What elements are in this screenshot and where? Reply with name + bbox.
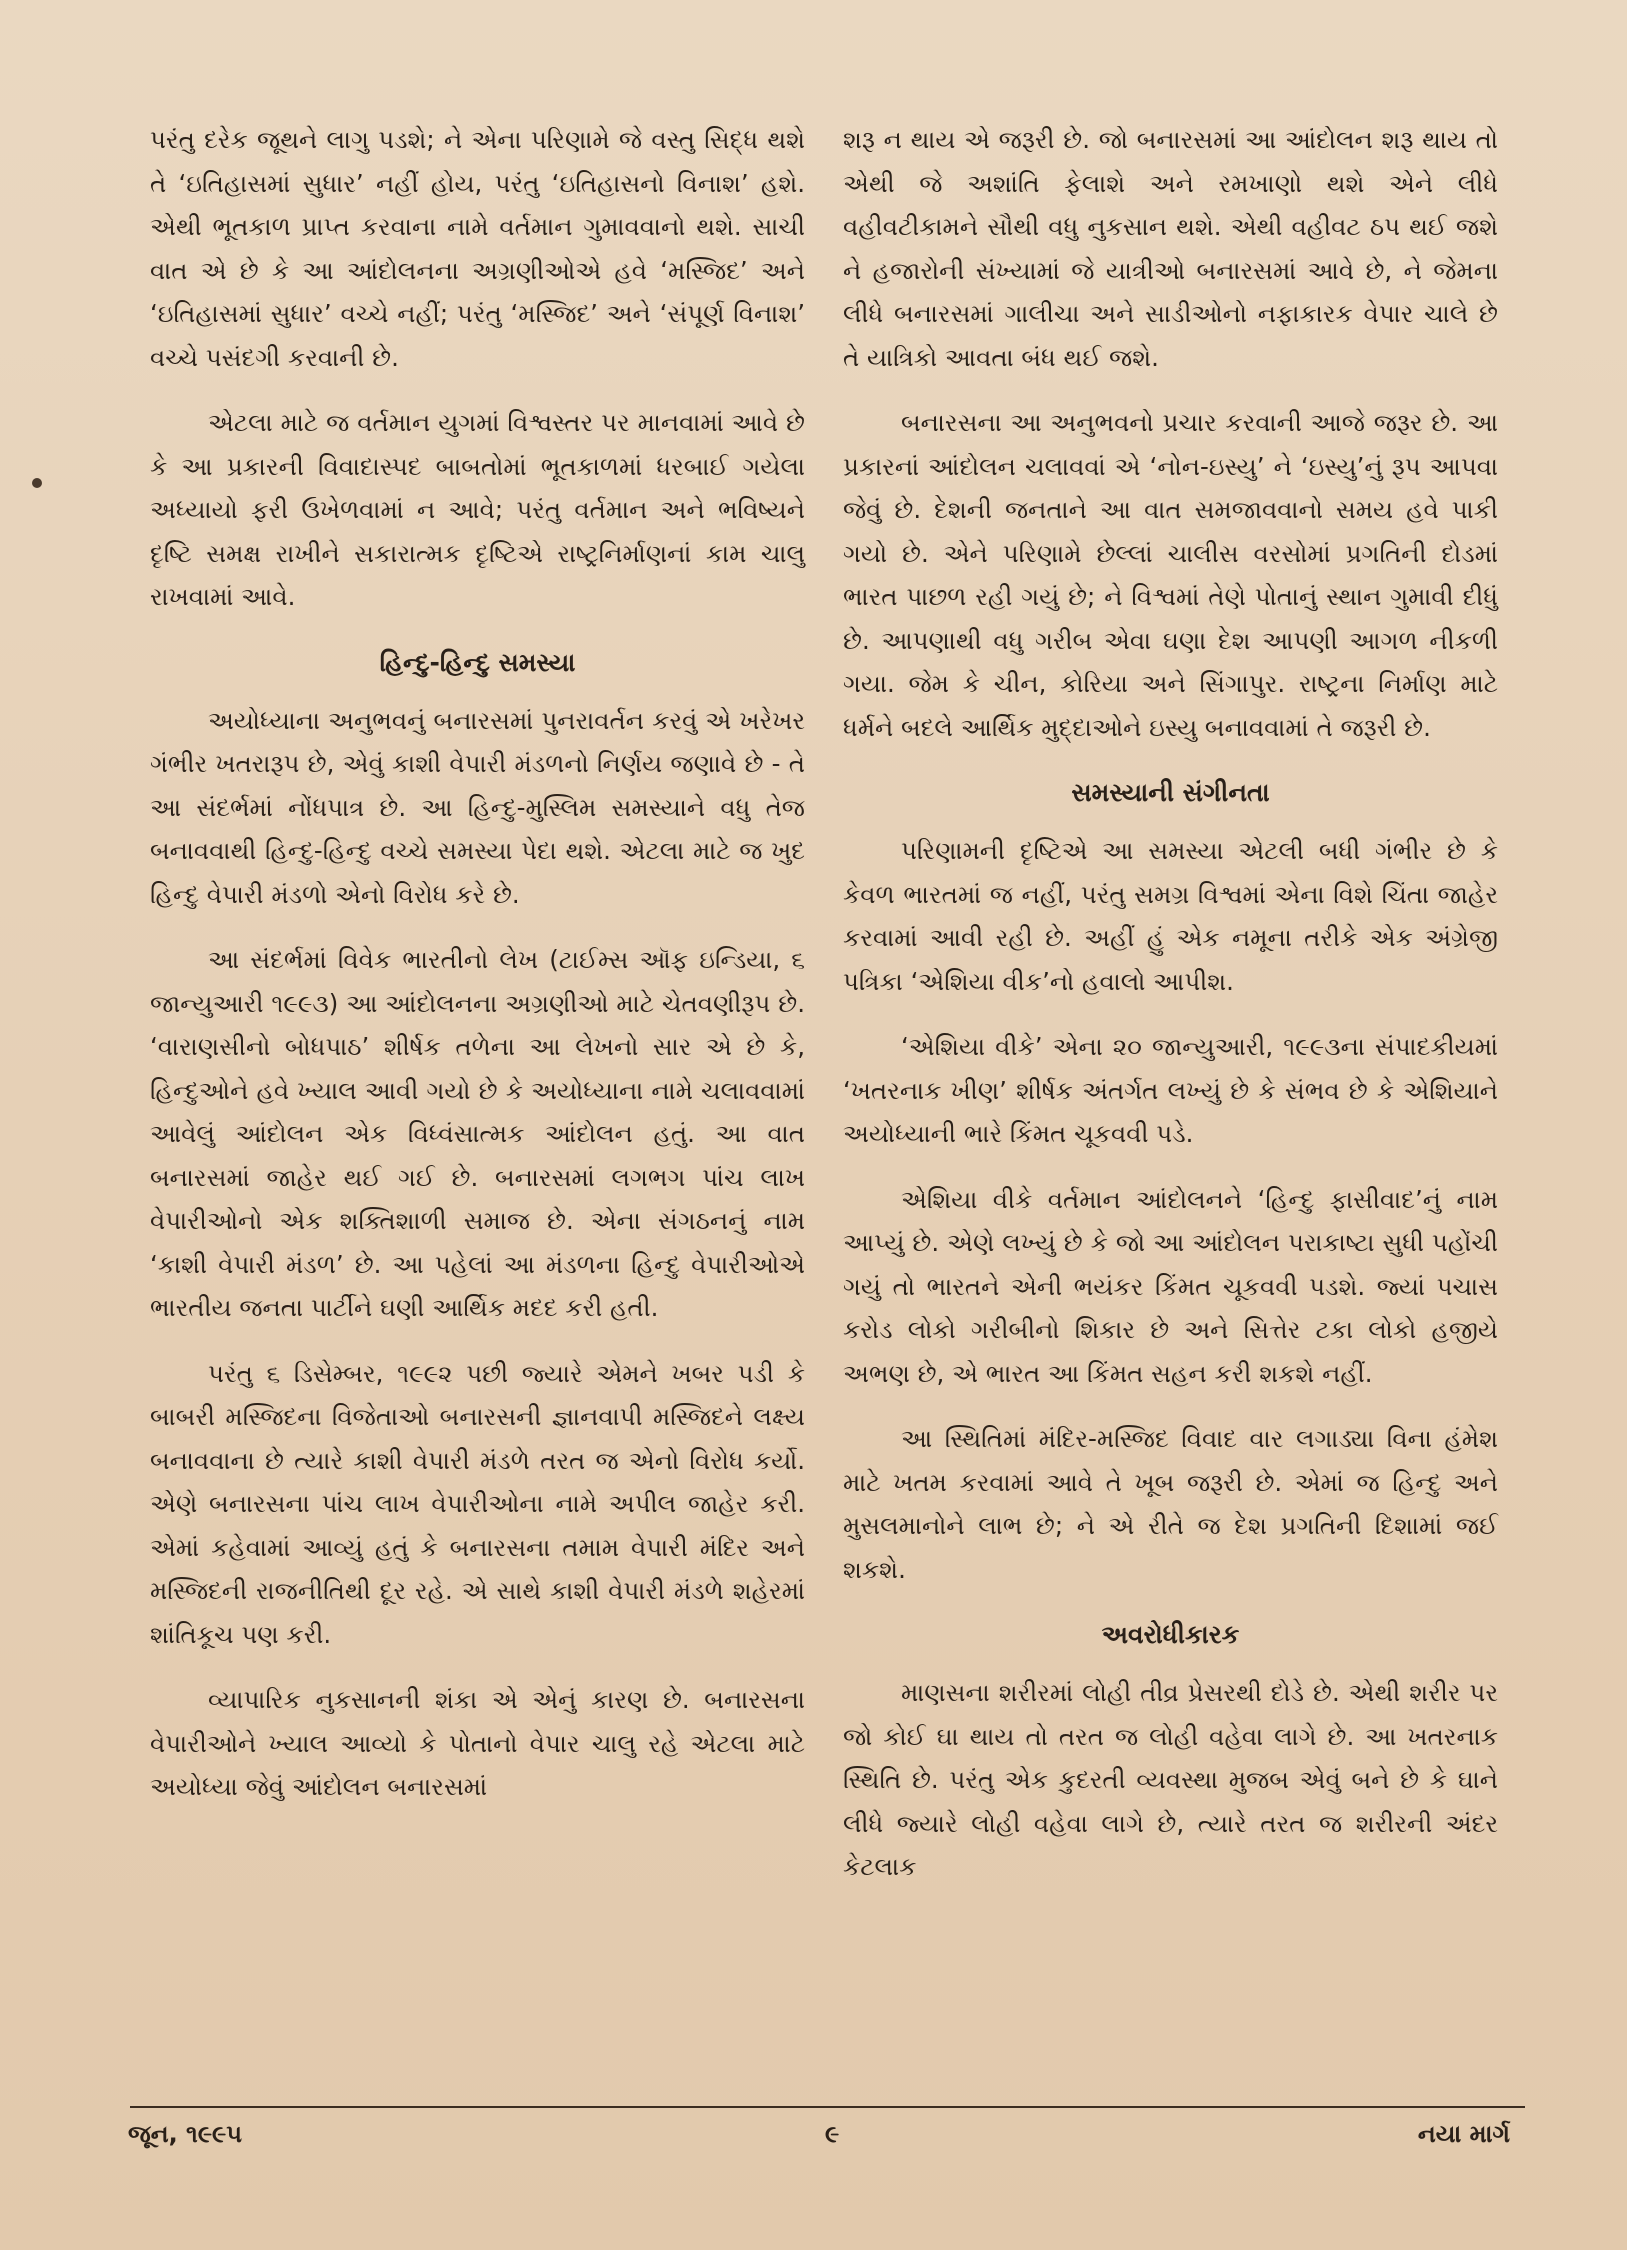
paragraph: એટલા માટે જ વર્તમાન યુગમાં વિશ્વસ્તર પર માનવામાં આવે છે કે આ પ્રકારની વિવાદાસ્પદ બાબતોમાં ભૂતકાળમાં ધરબાઈ ગયેલા અધ્યાયો ફરી ઉખેળવામાં ન આવે; પરંતુ વર્તમાન અને ભવિષ્યને દૃષ્ટિ સમક્ષ રાખીને સકારાત્મક દૃષ્ટિએ રાષ્ટ્રનિર્માણનાં કામ ચાલુ રાખવામાં આવે. bbox=[150, 408, 805, 611]
paragraph: બનારસના આ અનુભવનો પ્રચાર કરવાની આજે જરૂર છે. આ પ્રકારનાં આંદોલન ચલાવવાં એ ‘નોન-ઇસ્યુ’ ને ‘ઇસ્યુ’નું રૂપ આપવા જેવું છે. દેશની જનતાને આ વાત સમજાવવાનો સમય હવે પાકી ગયો છે. એને પરિણામે છેલ્લાં ચાલીસ વરસોમાં પ્રગતિની દોડમાં ભારત પાછળ રહી ગયું છે; ને વિશ્વમાં તેણે પોતાનું સ્થાન ગુમાવી દીધું છે. આપણાથી વધુ ગરીબ એવા ઘણા દેશ આપણી આગળ નીકળી ગયા. જેમ કે ચીન, કોરિયા અને સિંગાપુર. રાષ્ટ્રના નિર્માણ માટે ધર્મને બદલે આર્થિક મુદ્દાઓને ઇસ્યુ બનાવવામાં તે જરૂરી છે. bbox=[843, 408, 1498, 742]
paragraph: પરંતુ ૬ ડિસેમ્બર, ૧૯૯૨ પછી જ્યારે એમને ખબર પડી કે બાબરી મસ્જિદના વિજેતાઓ બનારસની જ્ઞાનવાપી મસ્જિદને લક્ષ્ય બનાવવાના છે ત્યારે કાશી વેપારી મંડળે તરત જ એનો વિરોધ કર્યો. એણે બનારસના પાંચ લાખ વેપારીઓના નામે અપીલ જાહેર કરી. એમાં કહેવામાં આવ્યું હતું કે બનારસના તમામ વેપારી મંદિર અને મસ્જિદની રાજનીતિથી દૂર રહે. એ સાથે કાશી વેપારી મંડળે શહેરમાં શાંતિકૂચ પણ કરી. bbox=[150, 1358, 805, 1649]
magazine-name: નયા માર્ગ bbox=[1417, 2120, 1510, 2148]
paragraph: વ્યાપારિક નુકસાનની શંકા એ એનું કારણ છે. બનારસના વેપારીઓને ખ્યાલ આવ્યો કે પોતાનો વેપાર ચાલુ રહે એટલા માટે અયોધ્યા જેવું આંદોલન બનારસમાં bbox=[150, 1685, 805, 1801]
paragraph: આ સંદર્ભમાં વિવેક ભારતીનો લેખ (ટાઈમ્સ ઑફ ઇન્ડિયા, ૬ જાન્યુઆરી ૧૯૯૩) આ આંદોલનના અગ્રણીઓ માટે ચેતવણીરૂપ છે. ‘વારાણસીનો બોધપાઠ’ શીર્ષક તળેના આ લેખનો સાર એ છે કે, હિન્દુઓને હવે ખ્યાલ આવી ગયો છે કે અયોધ્યાના નામે ચલાવવામાં આવેલું આંદોલન એક વિધ્વંસાત્મક આંદોલન હતું. આ વાત બનારસમાં જાહેર થઈ ગઈ છે. બનારસમાં લગભગ પાંચ લાખ વેપારીઓનો એક શક્તિશાળી સમાજ છે. એના સંગઠનનું નામ ‘કાશી વેપારી મંડળ’ છે. આ પહેલાં આ મંડળના હિન્દુ વેપારીઓએ ભારતીય જનતા પાર્ટીને ઘણી આર્થિક મદદ કરી હતી. bbox=[150, 945, 805, 1322]
paragraph: પરંતુ દરેક જૂથને લાગુ પડશે; ને એના પરિણામે જે વસ્તુ સિદ્ધ થશે તે ‘ઇતિહાસમાં સુધાર’ નહીં હોય, પરંતુ ‘ઇતિહાસનો વિનાશ’ હશે. એથી ભૂતકાળ પ્રાપ્ત કરવાના નામે વર્તમાન ગુમાવવાનો થશે. સાચી વાત એ છે કે આ આંદોલનના અગ્રણીઓએ હવે ‘મસ્જિદ’ અને ‘ઇતિહાસમાં સુધાર’ વચ્ચે નહીં; પરંતુ ‘મસ્જિદ’ અને ‘સંપૂર્ણ વિનાશ’ વચ્ચે પસંદગી કરવાની છે. bbox=[150, 125, 805, 372]
paragraph: શરૂ ન થાય એ જરૂરી છે. જો બનારસમાં આ આંદોલન શરૂ થાય તો એથી જે અશાંતિ ફેલાશે અને રમખાણો થશે એને લીધે વહીવટીકામને સૌથી વધુ નુકસાન થશે. એથી વહીવટ ઠપ થઈ જશે ને હજારોની સંખ્યામાં જે યાત્રીઓ બનારસમાં આવે છે, ને જેમના લીધે બનારસમાં ગાલીચા અને સાડીઓનો નફાકારક વેપાર ચાલે છે તે યાત્રિકો આવતા બંધ થઈ જશે. bbox=[843, 125, 1498, 372]
paragraph: માણસના શરીરમાં લોહી તીવ્ર પ્રેસરથી દોડે છે. એથી શરીર પર જો કોઈ ઘા થાય તો તરત જ લોહી વહેવા લાગે છે. આ ખતરનાક સ્થિતિ છે. પરંતુ એક કુદરતી વ્યવસ્થા મુજબ એવું બને છે કે ઘાને લીધે જ્યારે લોહી વહેવા લાગે છે, ત્યારે તરત જ શરીરની અંદર કેટલાક bbox=[843, 1678, 1498, 1881]
right-column bbox=[843, 118, 1498, 1911]
section-heading: હિન્દુ-હિન્દુ સમસ્યા bbox=[379, 647, 576, 677]
paragraph: પરિણામની દૃષ્ટિએ આ સમસ્યા એટલી બધી ગંભીર છે કે કેવળ ભારતમાં જ નહીં, પરંતુ સમગ્ર વિશ્વમાં એના વિશે ચિંતા જાહેર કરવામાં આવી રહી છે. અહીં હું એક નમૂના તરીકે એક અંગ્રેજી પત્રિકા ‘એશિયા વીક’નો હવાલો આપીશ. bbox=[843, 836, 1498, 996]
left-column bbox=[150, 118, 805, 1831]
footer-divider bbox=[130, 2106, 1525, 2108]
paragraph: અયોધ્યાના અનુભવનું બનારસમાં પુનરાવર્તન કરવું એ ખરેખર ગંભીર ખતરારૂપ છે, એવું કાશી વેપારી મંડળનો નિર્ણય જણાવે છે - તે આ સંદર્ભમાં નોંધપાત્ર છે. આ હિન્દુ-મુસ્લિમ સમસ્યાને વધુ તેજ બનાવવાથી હિન્દુ-હિન્દુ વચ્ચે સમસ્યા પેદા થશે. એટલા માટે જ ખુદ હિન્દુ વેપારી મંડળો એનો વિરોધ કરે છે. bbox=[150, 705, 805, 909]
section-heading: અવરોધીકારક bbox=[1101, 1620, 1240, 1649]
paragraph: એશિયા વીકે વર્તમાન આંદોલનને ‘હિન્દુ ફાસીવાદ’નું નામ આપ્યું છે. એણે લખ્યું છે કે જો આ આંદોલન પરાકાષ્ટા સુધી પહોંચી ગયું તો ભારતને એની ભયંકર કિંમત ચૂકવવી પડશે. જ્યાં પચાસ કરોડ લોકો ગરીબીનો શિકાર છે અને સિત્તેર ટકા લોકો હજીયે અભણ છે, એ ભારત આ કિંમત સહન કરી શકશે નહીં. bbox=[843, 1184, 1498, 1388]
footer-date: જૂન, ૧૯૯૫ bbox=[128, 2120, 243, 2148]
section-heading: સમસ્યાની સંગીનતા bbox=[1071, 778, 1270, 807]
ink-speck bbox=[32, 478, 42, 488]
paragraph: ‘એશિયા વીકે’ એના ૨૦ જાન્યુઆરી, ૧૯૯૩ના સંપાદકીયમાં ‘ખતરનાક ખીણ’ શીર્ષક અંતર્ગત લખ્યું છે કે સંભવ છે કે એશિયાને અયોધ્યાની ભારે કિંમત ચૂકવવી પડે. bbox=[843, 1032, 1498, 1148]
paragraph: આ સ્થિતિમાં મંદિર-મસ્જિદ વિવાદ વાર લગાડ્યા વિના હંમેશ માટે ખતમ કરવામાં આવે તે ખૂબ જરૂરી છે. એમાં જ હિન્દુ અને મુસલમાનોને લાભ છે; ને એ રીતે જ દેશ પ્રગતિની દિશામાં જઈ શકશે. bbox=[843, 1424, 1498, 1584]
page-number: ૯ bbox=[825, 2120, 840, 2148]
